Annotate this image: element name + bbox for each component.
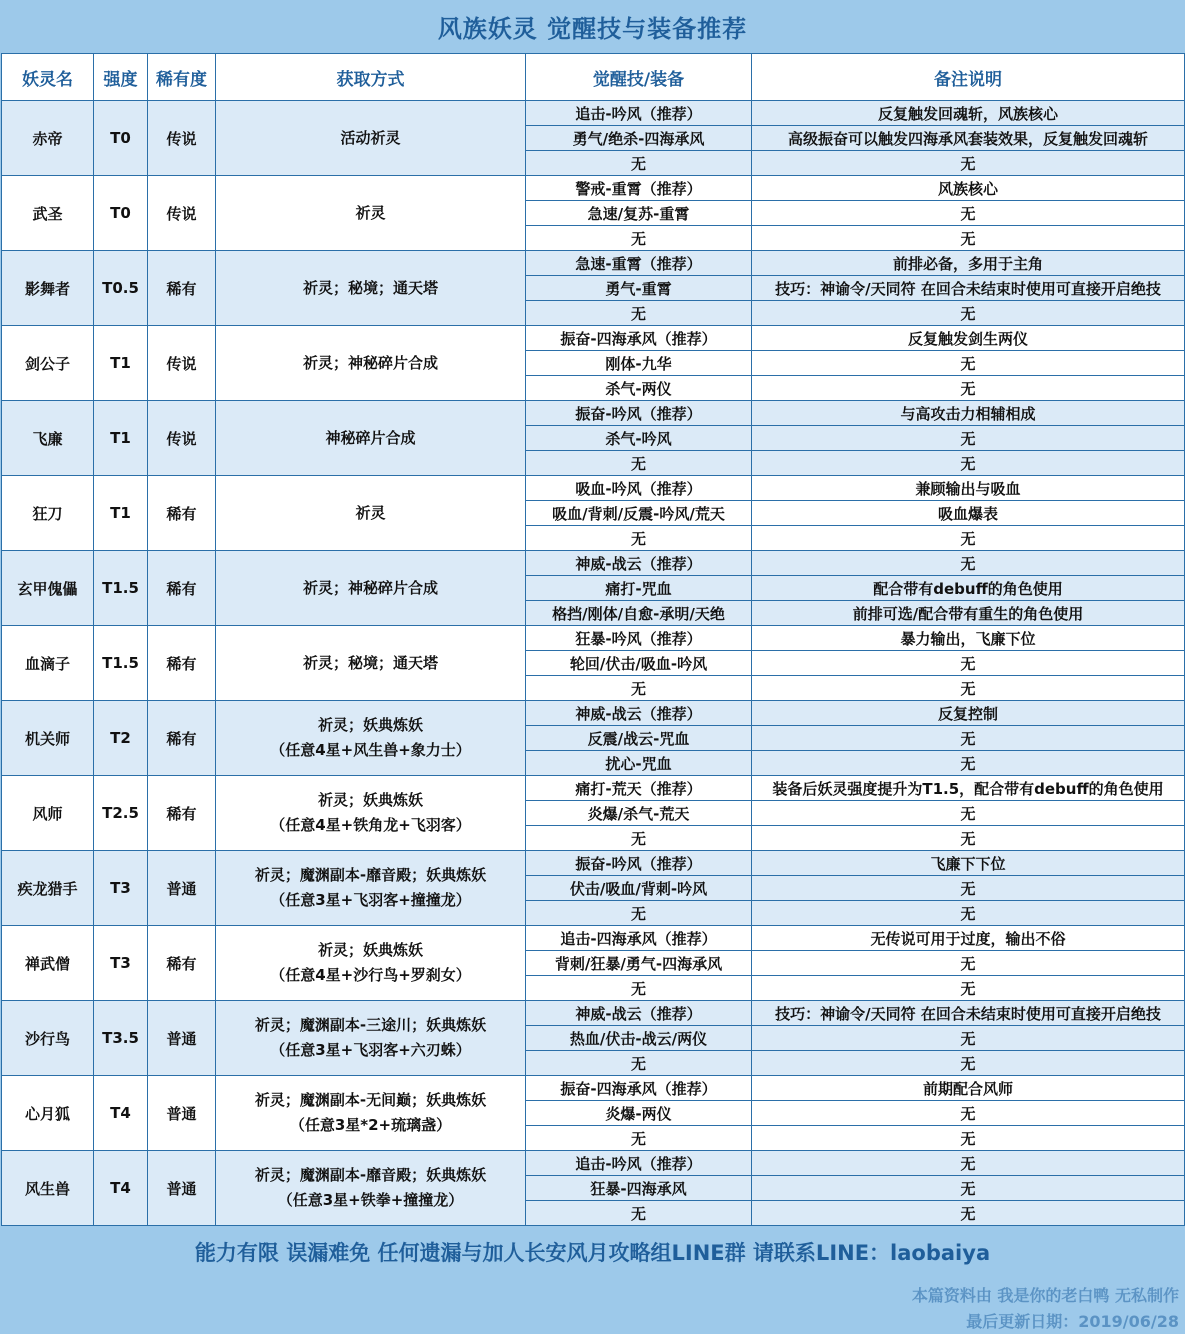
rarity-cell: 稀有 <box>148 551 216 626</box>
rarity-cell: 传说 <box>148 326 216 401</box>
skill-cell: 无 <box>526 301 752 326</box>
note-cell: 高级振奋可以触发四海承风套装效果，反复触发回魂斩 <box>752 126 1185 151</box>
note-cell: 无 <box>752 526 1185 551</box>
note-cell: 前期配合风师 <box>752 1076 1185 1101</box>
skill-cell: 无 <box>526 976 752 1001</box>
spirit-name: 风师 <box>2 776 94 851</box>
method-cell <box>216 101 526 176</box>
note-cell: 技巧：神谕令/天同符 在回合未结束时使用可直接开启绝技 <box>752 1001 1185 1026</box>
note-cell: 反复触发回魂斩，风族核心 <box>752 101 1185 126</box>
skill-cell: 轮回/伏击/吸血-吟风 <box>526 651 752 676</box>
skill-cell: 勇气/绝杀-四海承风 <box>526 126 752 151</box>
skill-cell: 追击-吟风（推荐） <box>526 101 752 126</box>
skill-cell: 杀气-两仪 <box>526 376 752 401</box>
tier-cell: T1 <box>94 476 148 551</box>
note-cell: 无 <box>752 351 1185 376</box>
header-note: 备注说明 <box>752 54 1185 101</box>
skill-cell: 扰心-咒血 <box>526 751 752 776</box>
spirit-name: 影舞者 <box>2 251 94 326</box>
table-row <box>2 176 1185 201</box>
method-line: 祈灵；妖典炼妖 <box>317 941 423 959</box>
method-line: 祈灵；妖典炼妖 <box>317 791 423 809</box>
skill-cell: 追击-四海承风（推荐） <box>526 926 752 951</box>
note-cell: 无传说可用于过度，输出不俗 <box>752 926 1185 951</box>
note-cell: 无 <box>752 801 1185 826</box>
note-cell: 无 <box>752 676 1185 701</box>
skill-cell: 热血/伏击-战云/两仪 <box>526 1026 752 1051</box>
method-line: 祈灵；魔渊副本-三途川；妖典炼妖 <box>254 1016 487 1034</box>
note-cell: 装备后妖灵强度提升为T1.5，配合带有debuff的角色使用 <box>752 776 1185 801</box>
spirit-name: 禅武僧 <box>2 926 94 1001</box>
footer-updated: 最后更新日期：2019/06/28 <box>966 1312 1179 1331</box>
method-cell <box>216 551 526 626</box>
note-cell: 前排必备，多用于主角 <box>752 251 1185 276</box>
recommendation-table <box>1 53 1185 1226</box>
skill-cell: 狂暴-吟风（推荐） <box>526 626 752 651</box>
skill-cell: 无 <box>526 1201 752 1226</box>
skill-cell: 神威-战云（推荐） <box>526 551 752 576</box>
note-cell: 无 <box>752 1201 1185 1226</box>
spirit-name: 狂刀 <box>2 476 94 551</box>
tier-cell: T4 <box>94 1076 148 1151</box>
note-cell: 无 <box>752 1051 1185 1076</box>
tier-cell: T0 <box>94 101 148 176</box>
tier-cell: T1.5 <box>94 551 148 626</box>
skill-cell: 无 <box>526 676 752 701</box>
table-row <box>2 1001 1185 1026</box>
rarity-cell: 普通 <box>148 1001 216 1076</box>
skill-cell: 炎爆-两仪 <box>526 1101 752 1126</box>
note-cell: 无 <box>752 751 1185 776</box>
method-line: 祈灵 <box>355 503 386 522</box>
spirit-name: 玄甲傀儡 <box>2 551 94 626</box>
skill-cell: 警戒-重霄（推荐） <box>526 176 752 201</box>
method-cell <box>216 1001 526 1076</box>
note-cell: 无 <box>752 651 1185 676</box>
spirit-name: 血滴子 <box>2 626 94 701</box>
rarity-cell: 稀有 <box>148 626 216 701</box>
note-cell: 无 <box>752 551 1185 576</box>
skill-cell: 神威-战云（推荐） <box>526 1001 752 1026</box>
note-cell: 无 <box>752 451 1185 476</box>
tier-cell: T0.5 <box>94 251 148 326</box>
note-cell: 前排可选/配合带有重生的角色使用 <box>752 601 1185 626</box>
table-row <box>2 251 1185 276</box>
table-row <box>2 401 1185 426</box>
rarity-cell: 稀有 <box>148 476 216 551</box>
note-cell: 无 <box>752 1151 1185 1176</box>
note-cell: 无 <box>752 1176 1185 1201</box>
method-line: （任意3星+飞羽客+撞撞龙） <box>270 891 471 909</box>
rarity-cell: 普通 <box>148 851 216 926</box>
skill-cell: 背刺/狂暴/勇气-四海承风 <box>526 951 752 976</box>
skill-cell: 勇气-重霄 <box>526 276 752 301</box>
skill-cell: 杀气-吟风 <box>526 426 752 451</box>
note-cell: 暴力输出，飞廉下位 <box>752 626 1185 651</box>
method-cell <box>216 1076 526 1151</box>
method-line: 祈灵；神秘碎片合成 <box>302 578 438 597</box>
skill-cell: 无 <box>526 451 752 476</box>
method-line: 祈灵；魔渊副本-靡音殿；妖典炼妖 <box>254 866 487 884</box>
note-cell: 无 <box>752 876 1185 901</box>
note-cell: 与高攻击力相辅相成 <box>752 401 1185 426</box>
skill-cell: 痛打-荒天（推荐） <box>526 776 752 801</box>
skill-cell: 无 <box>526 1126 752 1151</box>
method-cell <box>216 851 526 926</box>
skill-cell: 反震/战云-咒血 <box>526 726 752 751</box>
table-header-row <box>2 54 1185 101</box>
method-line: （任意3星*2+琉璃盏） <box>289 1116 452 1134</box>
note-cell: 风族核心 <box>752 176 1185 201</box>
header-tier: 强度 <box>94 54 148 101</box>
skill-cell: 无 <box>526 226 752 251</box>
table-body <box>2 101 1185 1226</box>
tier-cell: T3.5 <box>94 1001 148 1076</box>
method-line: （任意4星+风生兽+象力士） <box>270 741 471 759</box>
note-cell: 无 <box>752 901 1185 926</box>
spirit-name: 剑公子 <box>2 326 94 401</box>
note-cell: 无 <box>752 426 1185 451</box>
tier-cell: T1 <box>94 326 148 401</box>
table-row <box>2 326 1185 351</box>
method-cell <box>216 776 526 851</box>
note-cell: 无 <box>752 1101 1185 1126</box>
note-cell: 吸血爆表 <box>752 501 1185 526</box>
table-row <box>2 776 1185 801</box>
note-cell: 飞廉下下位 <box>752 851 1185 876</box>
rarity-cell: 传说 <box>148 101 216 176</box>
skill-cell: 急速-重霄（推荐） <box>526 251 752 276</box>
table-row <box>2 1076 1185 1101</box>
note-cell: 无 <box>752 201 1185 226</box>
note-cell: 无 <box>752 826 1185 851</box>
method-line: （任意4星+沙行鸟+罗刹女） <box>270 966 471 984</box>
skill-cell: 炎爆/杀气-荒天 <box>526 801 752 826</box>
method-line: 祈灵；秘境；通天塔 <box>302 278 438 297</box>
spirit-name: 赤帝 <box>2 101 94 176</box>
method-cell <box>216 326 526 401</box>
table-row <box>2 101 1185 126</box>
skill-cell: 伏击/吸血/背刺-吟风 <box>526 876 752 901</box>
rarity-cell: 普通 <box>148 1076 216 1151</box>
rarity-cell: 传说 <box>148 176 216 251</box>
skill-cell: 无 <box>526 526 752 551</box>
skill-cell: 吸血/背刺/反震-吟风/荒天 <box>526 501 752 526</box>
skill-cell: 神威-战云（推荐） <box>526 701 752 726</box>
method-cell <box>216 251 526 326</box>
rarity-cell: 稀有 <box>148 776 216 851</box>
method-line: 活动祈灵 <box>340 128 401 147</box>
tier-cell: T1.5 <box>94 626 148 701</box>
skill-cell: 格挡/刚体/自愈-承明/天绝 <box>526 601 752 626</box>
header-skill: 觉醒技/装备 <box>526 54 752 101</box>
spirit-name: 风生兽 <box>2 1151 94 1226</box>
method-line: （任意3星+铁拳+撞撞龙） <box>277 1191 464 1209</box>
table-row <box>2 1151 1185 1176</box>
table-row <box>2 476 1185 501</box>
rarity-cell: 稀有 <box>148 926 216 1001</box>
table-row <box>2 701 1185 726</box>
skill-cell: 无 <box>526 1051 752 1076</box>
note-cell: 无 <box>752 976 1185 1001</box>
spirit-name: 飞廉 <box>2 401 94 476</box>
skill-cell: 刚体-九华 <box>526 351 752 376</box>
skill-cell: 振奋-四海承风（推荐） <box>526 326 752 351</box>
skill-cell: 无 <box>526 826 752 851</box>
method-line: 祈灵；神秘碎片合成 <box>302 353 438 372</box>
table-row <box>2 551 1185 576</box>
spirit-name: 心月狐 <box>2 1076 94 1151</box>
footer-credit: 本篇资料由 我是你的老白鸭 无私制作 <box>911 1286 1179 1305</box>
method-cell <box>216 1151 526 1226</box>
table-row <box>2 851 1185 876</box>
method-line: 祈灵；魔渊副本-靡音殿；妖典炼妖 <box>254 1166 487 1184</box>
tier-cell: T1 <box>94 401 148 476</box>
footer-contact: 能力有限 误漏难免 任何遗漏与加人长安风月攻略组LINE群 请联系LINE：laobaiya <box>194 1241 991 1265</box>
skill-cell: 无 <box>526 901 752 926</box>
method-cell <box>216 926 526 1001</box>
note-cell: 无 <box>752 376 1185 401</box>
note-cell: 无 <box>752 151 1185 176</box>
note-cell: 无 <box>752 301 1185 326</box>
skill-cell: 吸血-吟风（推荐） <box>526 476 752 501</box>
method-line: （任意4星+铁角龙+飞羽客） <box>270 816 471 834</box>
spirit-name: 机关师 <box>2 701 94 776</box>
method-cell <box>216 701 526 776</box>
spirit-name: 武圣 <box>2 176 94 251</box>
note-cell: 无 <box>752 1126 1185 1151</box>
tier-cell: T3 <box>94 926 148 1001</box>
table-row <box>2 926 1185 951</box>
skill-cell: 追击-吟风（推荐） <box>526 1151 752 1176</box>
page-title: 风族妖灵 觉醒技与装备推荐 <box>0 0 1185 53</box>
skill-cell: 振奋-四海承风（推荐） <box>526 1076 752 1101</box>
table-row <box>2 626 1185 651</box>
rarity-cell: 普通 <box>148 1151 216 1226</box>
skill-cell: 振奋-吟风（推荐） <box>526 851 752 876</box>
tier-cell: T4 <box>94 1151 148 1226</box>
skill-cell: 痛打-咒血 <box>526 576 752 601</box>
skill-cell: 无 <box>526 151 752 176</box>
method-cell <box>216 476 526 551</box>
method-line: 祈灵 <box>355 203 386 222</box>
note-cell: 兼顾输出与吸血 <box>752 476 1185 501</box>
method-cell <box>216 176 526 251</box>
rarity-cell: 传说 <box>148 401 216 476</box>
header-rarity: 稀有度 <box>148 54 216 101</box>
note-cell: 反复控制 <box>752 701 1185 726</box>
method-line: 祈灵；魔渊副本-无间巅；妖典炼妖 <box>254 1091 487 1109</box>
method-cell <box>216 401 526 476</box>
spirit-name: 沙行鸟 <box>2 1001 94 1076</box>
note-cell: 无 <box>752 726 1185 751</box>
tier-cell: T2.5 <box>94 776 148 851</box>
method-line: 祈灵；妖典炼妖 <box>317 716 423 734</box>
rarity-cell: 稀有 <box>148 701 216 776</box>
skill-cell: 狂暴-四海承风 <box>526 1176 752 1201</box>
note-cell: 配合带有debuff的角色使用 <box>752 576 1185 601</box>
note-cell: 无 <box>752 951 1185 976</box>
method-cell <box>216 626 526 701</box>
spirit-name: 疾龙猎手 <box>2 851 94 926</box>
tier-cell: T2 <box>94 701 148 776</box>
note-cell: 反复触发剑生两仪 <box>752 326 1185 351</box>
method-line: 神秘碎片合成 <box>325 428 416 447</box>
tier-cell: T3 <box>94 851 148 926</box>
note-cell: 无 <box>752 226 1185 251</box>
method-line: （任意3星+飞羽客+六刃蛛） <box>270 1041 471 1059</box>
rarity-cell: 稀有 <box>148 251 216 326</box>
tier-cell: T0 <box>94 176 148 251</box>
skill-cell: 振奋-吟风（推荐） <box>526 401 752 426</box>
note-cell: 技巧：神谕令/天同符 在回合未结束时使用可直接开启绝技 <box>752 276 1185 301</box>
method-line: 祈灵；秘境；通天塔 <box>302 653 438 672</box>
header-method: 获取方式 <box>216 54 526 101</box>
note-cell: 无 <box>752 1026 1185 1051</box>
skill-cell: 急速/复苏-重霄 <box>526 201 752 226</box>
header-name: 妖灵名 <box>2 54 94 101</box>
